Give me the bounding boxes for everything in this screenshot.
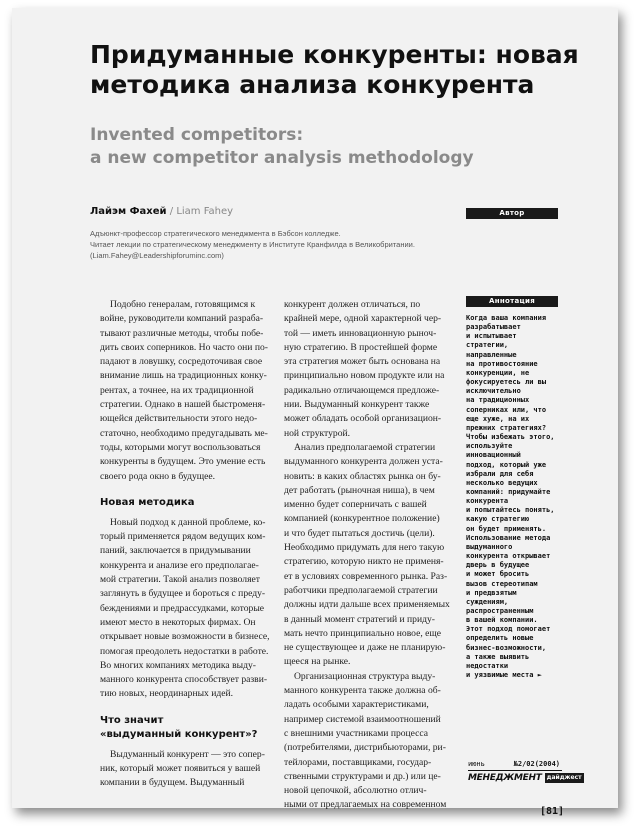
text-line: манного конкурента также должна об- <box>284 685 441 697</box>
title-line: методика анализа конкурента <box>90 70 535 99</box>
paragraph <box>100 748 272 791</box>
text-line: внимание лишь на традиционных конку- <box>100 370 267 382</box>
text-line: направленные <box>466 350 517 359</box>
text-line: тывают различные методы, чтобы побе- <box>100 327 264 339</box>
text-line: используйте <box>466 442 513 451</box>
text-line: новить: в каких областях рынка он бу- <box>284 470 441 482</box>
section-heading <box>100 714 272 742</box>
text-line: Необходимо придумать для него такую <box>284 542 445 554</box>
text-line: помогая преодолеть недостатки в работе. <box>100 645 269 657</box>
text-line: компаний: придумайте <box>466 487 551 496</box>
text-line: и может бросить <box>466 570 530 579</box>
text-line: новой цепочкой, абсолютно отлич- <box>284 785 427 797</box>
text-line: и предвзятым <box>466 588 517 597</box>
paragraph <box>284 441 456 670</box>
body-column-1 <box>100 298 272 791</box>
text-line: мой стратегии. Такой анализ позволяет <box>100 574 260 586</box>
text-line: торый применяется рядом ведущих ком- <box>100 531 266 543</box>
magazine-logo <box>468 770 582 784</box>
text-line: статочно, необходимо предугадывать ме- <box>100 427 268 439</box>
text-line: определить новые <box>466 634 534 643</box>
issue-info <box>468 760 560 768</box>
text-line: Анализ предполагаемой стратегии <box>294 441 436 453</box>
issue-number: №2/02(2004) <box>513 760 560 768</box>
text-line: может обладать особой организацион- <box>284 413 442 425</box>
issue-month: июнь <box>468 760 485 768</box>
text-line: паний, заключается в придумывании <box>100 545 251 557</box>
text-line: на противостояние <box>466 359 538 368</box>
text-line: (потребителями, дистрибьюторами, ри- <box>284 742 446 754</box>
paragraph <box>100 298 272 484</box>
text-line: инновационный <box>466 451 521 460</box>
text-line: ник, который может появиться у вашей <box>100 763 261 775</box>
text-line: с внешними участниками процесса <box>284 727 429 739</box>
text-line: мать нечто принципиально новое, еще <box>284 627 442 639</box>
text-line: ладать особыми характеристиками, <box>284 699 429 711</box>
text-line: соперниках или, что <box>466 405 547 414</box>
text-line: ную стратегию. В простейшей форме <box>284 341 438 353</box>
text-line: дить своих соперников. Но часто они по- <box>100 341 268 353</box>
text-line: прежних стратегиях? <box>466 423 547 432</box>
text-line: крайней мере, одной характерной чер- <box>284 313 442 325</box>
subtitle-line: a new competitor analysis methodology <box>90 148 474 168</box>
text-line: ственными структурами и др.) или це- <box>284 770 441 782</box>
text-line: радикально отличающемся предложе- <box>284 384 440 396</box>
text-line: несколько ведущих <box>466 478 538 487</box>
text-line: падают в ловушку, сосредоточивая свое <box>100 356 263 368</box>
paragraph <box>100 516 272 702</box>
author-name-ru: Лайэм Фахей <box>90 206 167 217</box>
subtitle-line: Invented competitors: <box>90 125 304 145</box>
digest-badge: дайджест <box>546 774 582 781</box>
text-line: имеют место в некоторых фирмах. Он <box>100 616 256 628</box>
text-line: вызов стереотипам <box>466 579 538 588</box>
text-line: недостатки <box>466 661 509 670</box>
author-name <box>90 206 233 217</box>
magazine-name: МЕНЕДЖМЕНТ <box>468 773 542 783</box>
bio-line: Читает лекции по стратегическому менеджменту в Институте Кранфилда в Великобритании. <box>90 240 415 249</box>
text-line: принципиально новом продукте или на <box>284 370 445 382</box>
author-separator: / <box>169 206 174 217</box>
text-line: а также выявить <box>466 652 530 661</box>
text-line: Организационная структура выду- <box>294 670 436 682</box>
heading-line: «выдуманный конкурент»? <box>100 728 258 740</box>
author-name-en: Liam Fahey <box>176 206 234 217</box>
abstract-text <box>466 314 562 680</box>
text-line: тию новых, неординарных идей. <box>100 688 234 700</box>
page <box>12 8 618 817</box>
text-line: компании в будущем. Выдуманный <box>100 777 245 789</box>
text-line: заглянуть в будущее и бороться с преду- <box>100 588 266 600</box>
text-line: Чтобы избежать этого, <box>466 433 555 442</box>
text-line: конкурента <box>466 497 509 506</box>
text-line: работчики предполагаемой стратегии <box>284 584 438 596</box>
text-line: на традиционных <box>466 396 530 405</box>
text-line: своего рода окно в будущее. <box>100 470 216 482</box>
text-line: в вашей компании. <box>466 616 538 625</box>
text-line: ными от предлагаемых на современном <box>284 799 447 811</box>
text-line: он будет применять. <box>466 524 547 533</box>
text-line: именно будет соперничать с вашей <box>284 499 427 511</box>
text-line: Выдуманный конкурент — это сопер- <box>110 748 265 760</box>
text-line: тоды, которыми могут воспользоваться <box>100 441 261 453</box>
text-line: выдуманного конкурента должен уста- <box>284 456 443 468</box>
bio-line: Адъюнкт-профессор стратегического менеджмента в Бэбсон колледже. <box>90 229 341 238</box>
text-line: разрабатывает <box>466 323 521 332</box>
paragraph <box>284 298 456 441</box>
paragraph <box>284 670 456 813</box>
text-line: эта стратегия может быть основана на <box>284 356 441 368</box>
text-line: стратегии, <box>466 341 509 350</box>
text-line: конкурента открывает <box>466 552 551 561</box>
article-title <box>90 40 580 100</box>
text-line: исключительно <box>466 387 521 396</box>
body-column-2 <box>284 298 456 813</box>
text-line: рентах, а точнее, на их традиционной <box>100 384 254 396</box>
text-line: ющейся действительности этого недо- <box>100 413 258 425</box>
text-line: компанией (конкурентное положение) <box>284 513 440 525</box>
text-line: и уязвимые места ► <box>466 671 542 680</box>
section-heading: Новая методика <box>100 496 195 508</box>
text-line: должны идти дальше всех применяемых <box>284 599 450 611</box>
text-line: Подобно генералам, готовящимся к <box>110 299 256 310</box>
heading-line: Что значит <box>100 714 164 726</box>
text-line: и что будет пытаться достичь (цели). <box>284 527 435 539</box>
text-line: открывает новые возможности в бизнесе, <box>100 631 270 643</box>
text-line: фокусируетесь ли вы <box>466 378 547 387</box>
text-line: конкуренции, не <box>466 368 530 377</box>
text-line: Этот подход помогает <box>466 625 551 634</box>
text-line: распространенным <box>466 607 534 615</box>
text-line: беждениями и предрассудками, которые <box>100 602 265 614</box>
text-line: войне, руководители компаний разраба- <box>100 313 264 325</box>
text-line: нии. Выдуманный конкурент также <box>284 399 430 411</box>
text-line: подход, который уже <box>466 460 547 469</box>
text-line: стратегию, которую никто не применя- <box>284 556 444 568</box>
text-line: выдуманного <box>466 542 513 551</box>
author-label: Автор <box>466 208 558 219</box>
text-line: избрали для себя <box>466 469 534 478</box>
text-line: щееся на рынке. <box>284 656 351 668</box>
text-line: ет в условиях современного рынка. Раз- <box>284 570 448 582</box>
text-line: бизнес-возможности, <box>466 643 547 652</box>
text-line: не существующее и даже не планирую- <box>284 642 446 654</box>
text-line: какую стратегию <box>466 515 530 524</box>
text-line: Когда ваша компания <box>466 314 547 322</box>
text-line: конкуренты в будущем. Это умение есть <box>100 456 266 468</box>
title-line: Придуманные конкуренты: новая <box>90 40 579 69</box>
author-bio <box>90 228 470 261</box>
text-line: и испытывает <box>466 332 517 341</box>
bio-email: (Liam.Fahey@Leadershipforuminc.com) <box>90 251 224 260</box>
page-number: [81] <box>540 806 565 817</box>
text-line: например системой взаимоотношений <box>284 713 441 725</box>
text-line: дверь в будущее <box>466 561 530 570</box>
abstract-label: Аннотация <box>466 296 558 307</box>
text-line: суждениям, <box>466 597 509 606</box>
text-line: стратегии. Однако в нашей быстроменя- <box>100 399 266 411</box>
text-line: Во многих компаниях методика выду- <box>100 659 256 671</box>
text-line: той — иметь инновационную рыноч- <box>284 327 437 339</box>
text-line: конкурента и анализе его предполагае- <box>100 559 259 571</box>
text-line: Новый подход к данной проблеме, ко- <box>110 516 266 528</box>
text-line: еще хуже, на их <box>466 414 530 423</box>
text-line: ной структурой. <box>284 427 351 439</box>
text-line: Использование метода <box>466 533 551 542</box>
text-line: дет работать (рыночная ниша), в чем <box>284 484 435 496</box>
text-line: манного конкурента способствует разви- <box>100 674 268 686</box>
text-line: в данный момент стратегий и приду- <box>284 613 435 625</box>
text-line: тейлорами, поставщиками, государ- <box>284 756 432 768</box>
text-line: и попытайтесь понять, <box>466 506 555 515</box>
article-subtitle <box>90 124 570 170</box>
text-line: конкурент должен отличаться, по <box>284 299 421 310</box>
